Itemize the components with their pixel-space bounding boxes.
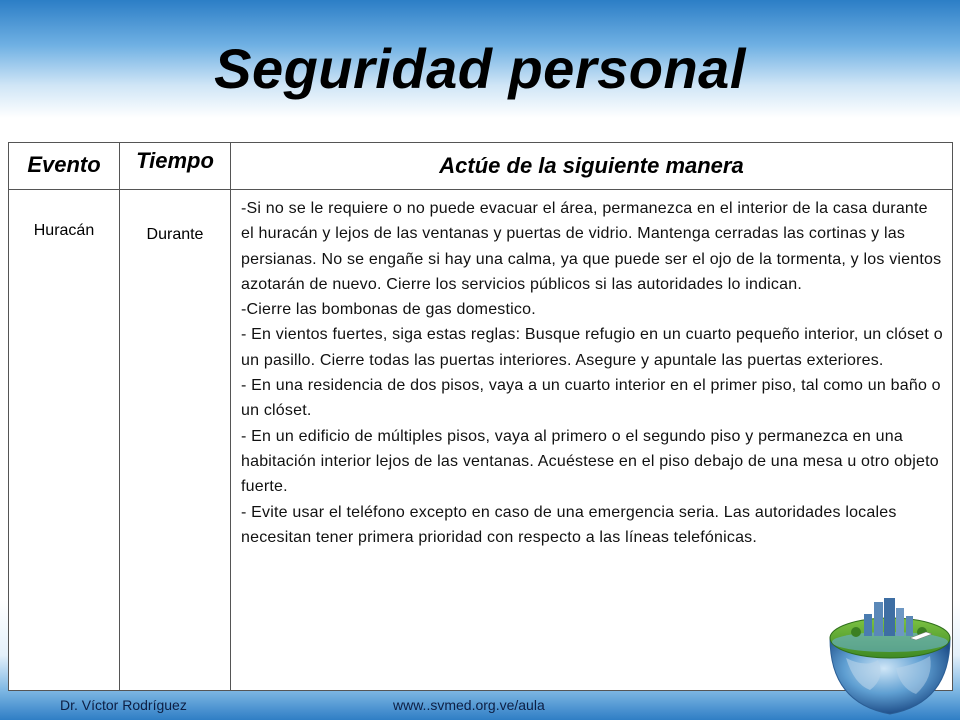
- safety-table: [8, 142, 953, 691]
- instruction-item: -Cierre las bombonas de gas domestico.: [241, 301, 536, 319]
- cell-evento: Huracán: [9, 190, 120, 691]
- header-tiempo: Tiempo: [120, 143, 231, 190]
- slide-title: Seguridad personal: [214, 37, 746, 100]
- instruction-item: - Evite usar el teléfono excepto en caso de una emergencia seria. Las autoridades locales necesitan tener primera prioridad con respecto a las líneas telefónicas.: [241, 503, 897, 546]
- instruction-item: -Si no se le requiere o no puede evacuar el área, permanezca en el interior de la casa durante el huracán y lejos de las ventanas y puertas de vidrio. Mantenga cerradas las cortinas y las persianas. No se engañe si hay una calma, ya que puede ser el ojo de la tormenta, y los vientos azotarán de nuevo. Cierre los servicios públicos si las autoridades lo indican.: [241, 200, 942, 293]
- footer-author: Dr. Víctor Rodríguez: [60, 697, 187, 713]
- table-row: [9, 190, 953, 691]
- instruction-item: - En vientos fuertes, siga estas reglas: Busque refugio en un cuarto pequeño interior, un clóset o un pasillo. Cierre todas las puertas interiores. Asegure y apuntale las puertas exteriores.: [241, 326, 943, 369]
- instruction-item: - En un edificio de múltiples pisos, vaya al primero o el segundo piso y permanezca en una habitación interior lejos de las ventanas. Acuéstese en el piso debajo de una mesa u otro objeto fuerte.: [241, 427, 939, 496]
- globe-city-icon: [826, 598, 954, 716]
- footer-url[interactable]: www..svmed.org.ve/aula: [393, 697, 545, 713]
- cell-tiempo: Durante: [120, 190, 231, 691]
- table-header-row: [9, 143, 953, 190]
- header-actue: Actúe de la siguiente manera: [231, 143, 953, 190]
- instruction-item: - En una residencia de dos pisos, vaya a un cuarto interior en el primer piso, tal como un baño o un clóset.: [241, 377, 941, 420]
- header-evento: Evento: [9, 143, 120, 190]
